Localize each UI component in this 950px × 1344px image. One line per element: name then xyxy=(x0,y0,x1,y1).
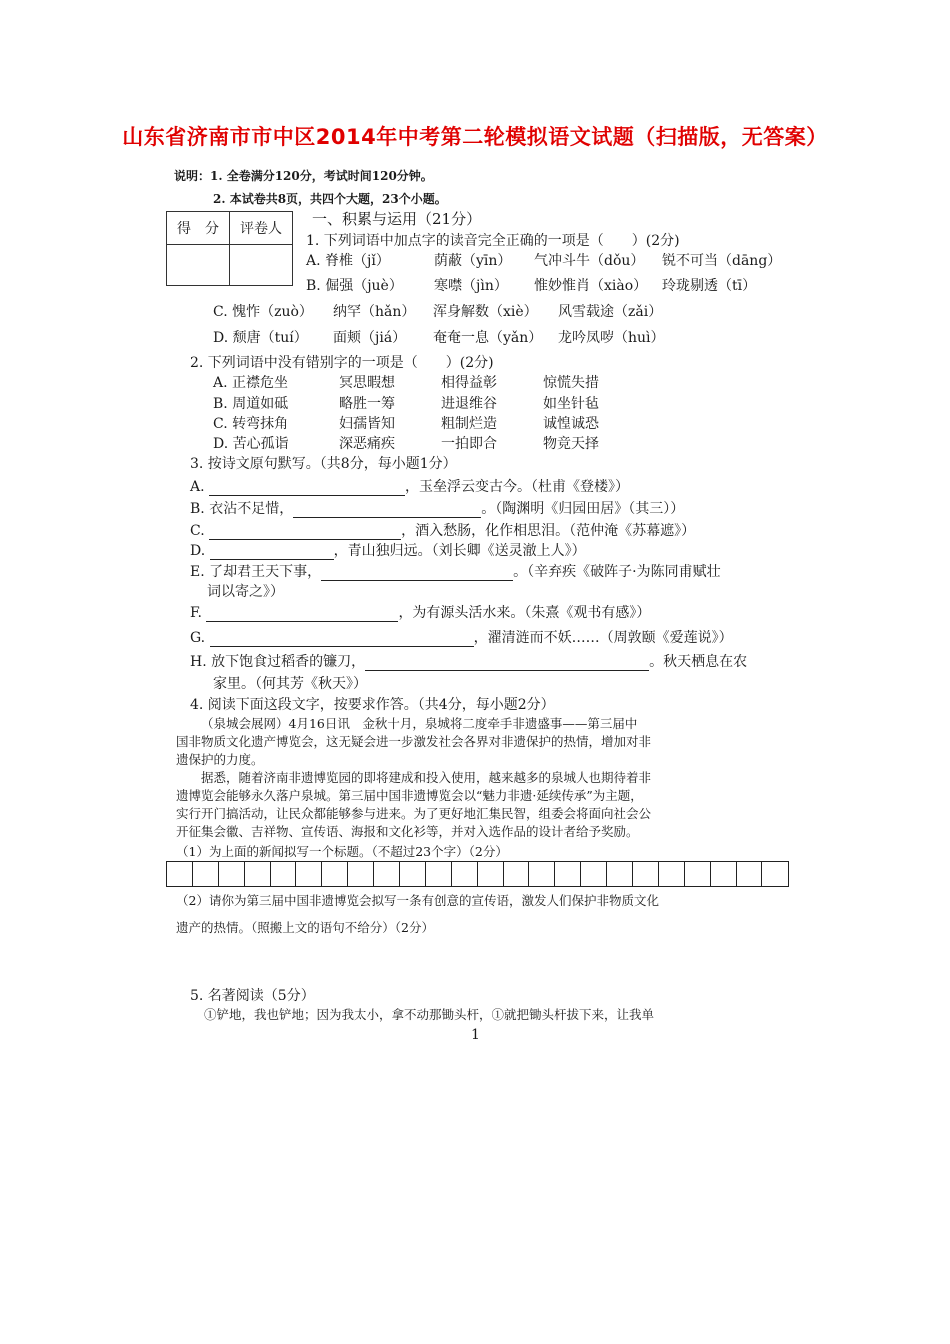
q2-option-a: A. 正襟危坐 冥思暇想 相得益彰 惊慌失措 xyxy=(213,375,599,391)
q2-option-b: B. 周道如砥 略胜一筹 进退维谷 如坐针毡 xyxy=(213,396,599,412)
answer-blank[interactable] xyxy=(209,525,401,540)
q3-item-c: C. ，酒入愁肠，化作相思泪。（范仲淹《苏幕遮》） xyxy=(190,523,696,539)
score-cell[interactable] xyxy=(167,245,230,286)
q3-item-h: H. 放下饱食过稻香的镰刀， 。秋天栖息在农 xyxy=(190,654,748,670)
q4-para2-line4: 开征集会徽、吉祥物、宣传语、海报和文化衫等，并对入选作品的设计者给予奖励。 xyxy=(176,824,639,839)
q4-para2-line1: 据悉，随着济南非遗博览园的即将建成和投入使用，越来越多的泉城人也期待着非 xyxy=(201,770,652,785)
q3-stem: 3. 按诗文原句默写。（共8分，每小题1分） xyxy=(190,456,457,472)
score-table xyxy=(166,211,293,286)
note-line-2: 2. 本试卷共8页，共四个大题，23个小题。 xyxy=(213,192,447,206)
answer-blank[interactable] xyxy=(365,656,649,671)
q1-stem: 1. 下列词语中加点字的读音完全正确的一项是（ ）(2分) xyxy=(306,233,680,249)
note-line-1: 说明：1. 全卷满分120分，考试时间120分钟。 xyxy=(174,169,433,183)
document-title: 山东省济南市市中区2014年中考第二轮模拟语文试题（扫描版，无答案） xyxy=(122,125,828,149)
answer-blank[interactable] xyxy=(321,566,513,581)
answer-blank[interactable] xyxy=(210,545,334,560)
q4-stem: 4. 阅读下面这段文字，按要求作答。（共4分，每小题2分） xyxy=(190,697,555,713)
q1-option-a: A. 脊椎（jǐ） 荫蔽（yīn） 气冲斗牛（dǒu） 锐不可当（dāng） xyxy=(306,253,782,269)
q3-item-h-cont: 家里。（何其芳《秋天》） xyxy=(213,676,367,692)
section-heading: 一、积累与运用（21分） xyxy=(312,210,482,228)
q1-option-b: B. 倔强（juè） 寒噤（jìn） 惟妙惟肖（xiào） 玲珑剔透（tī） xyxy=(306,278,757,294)
q2-option-d: D. 苦心孤诣 深恶痛疾 一拍即合 物竞天择 xyxy=(213,436,599,452)
answer-blank[interactable] xyxy=(293,503,481,518)
q5-text: ①铲地，我也铲地；因为我太小，拿不动那锄头杆，①就把锄头杆拔下来，让我单 xyxy=(204,1007,655,1022)
q3-item-g: G. ，濯清涟而不妖……（周敦颐《爱莲说》） xyxy=(190,630,733,646)
q4-sub1: （1）为上面的新闻拟写一个标题。（不超过23个字）（2分） xyxy=(176,844,508,859)
q4-para2-line3: 实行开门搞活动，让民众都能够参与进来。为了更好地汇集民智，组委会将面向社会公 xyxy=(176,806,652,821)
q4-para1-line1: （泉城会展网）4月16日讯 金秋十月，泉城将二度牵手非遗盛事——第三届中 xyxy=(201,716,638,731)
q3-item-e-cont: 词以寄之》） xyxy=(207,584,284,600)
answer-blank[interactable] xyxy=(209,481,405,496)
answer-blank[interactable] xyxy=(210,632,474,647)
q1-option-d: D. 颓唐（tuí） 面颊（jiá） 奄奄一息（yǎn） 龙吟凤哕（huì） xyxy=(213,330,665,346)
page-number: 1 xyxy=(471,1027,480,1043)
answer-grid[interactable] xyxy=(166,861,789,887)
grader-cell[interactable] xyxy=(230,245,293,286)
q4-sub2-line1: （2）请你为第三届中国非遗博览会拟写一条有创意的宣传语，激发人们保护非物质文化 xyxy=(176,893,659,908)
q4-para1-line3: 遗保护的力度。 xyxy=(176,752,264,767)
q3-item-a: A. ，玉垒浮云变古今。（杜甫《登楼》） xyxy=(190,479,630,495)
q2-stem: 2. 下列词语中没有错别字的一项是（ ）(2分) xyxy=(190,355,494,371)
score-label: 得 分 xyxy=(167,212,230,245)
q5-stem: 5. 名著阅读（5分） xyxy=(190,988,315,1004)
q3-item-d: D. ，青山独归远。（刘长卿《送灵澈上人》） xyxy=(190,543,586,559)
q4-sub2-line2: 遗产的热情。（照搬上文的语句不给分）（2分） xyxy=(176,920,434,935)
answer-blank[interactable] xyxy=(206,607,398,622)
grader-label: 评卷人 xyxy=(230,212,293,245)
q4-para2-line2: 遗博览会能够永久落户泉城。第三届中国非遗博览会以“魅力非遗·延续传承”为主题， xyxy=(176,788,643,803)
q4-para1-line2: 国非物质文化遗产博览会，这无疑会进一步激发社会各界对非遗保护的热情，增加对非 xyxy=(176,734,652,749)
q3-item-b: B. 衣沾不足惜， 。（陶渊明《归园田居》（其三）） xyxy=(190,501,685,517)
q1-option-c: C. 愧怍（zuò） 纳罕（hǎn） 浑身解数（xiè） 风雪载途（zǎi） xyxy=(213,304,663,320)
q3-item-e: E. 了却君王天下事， 。（辛弃疾《破阵子·为陈同甫赋壮 xyxy=(190,564,721,580)
q2-option-c: C. 转弯抹角 妇孺皆知 粗制烂造 诚惶诚恐 xyxy=(213,416,599,432)
q3-item-f: F. ，为有源头活水来。（朱熹《观书有感》） xyxy=(190,605,651,621)
